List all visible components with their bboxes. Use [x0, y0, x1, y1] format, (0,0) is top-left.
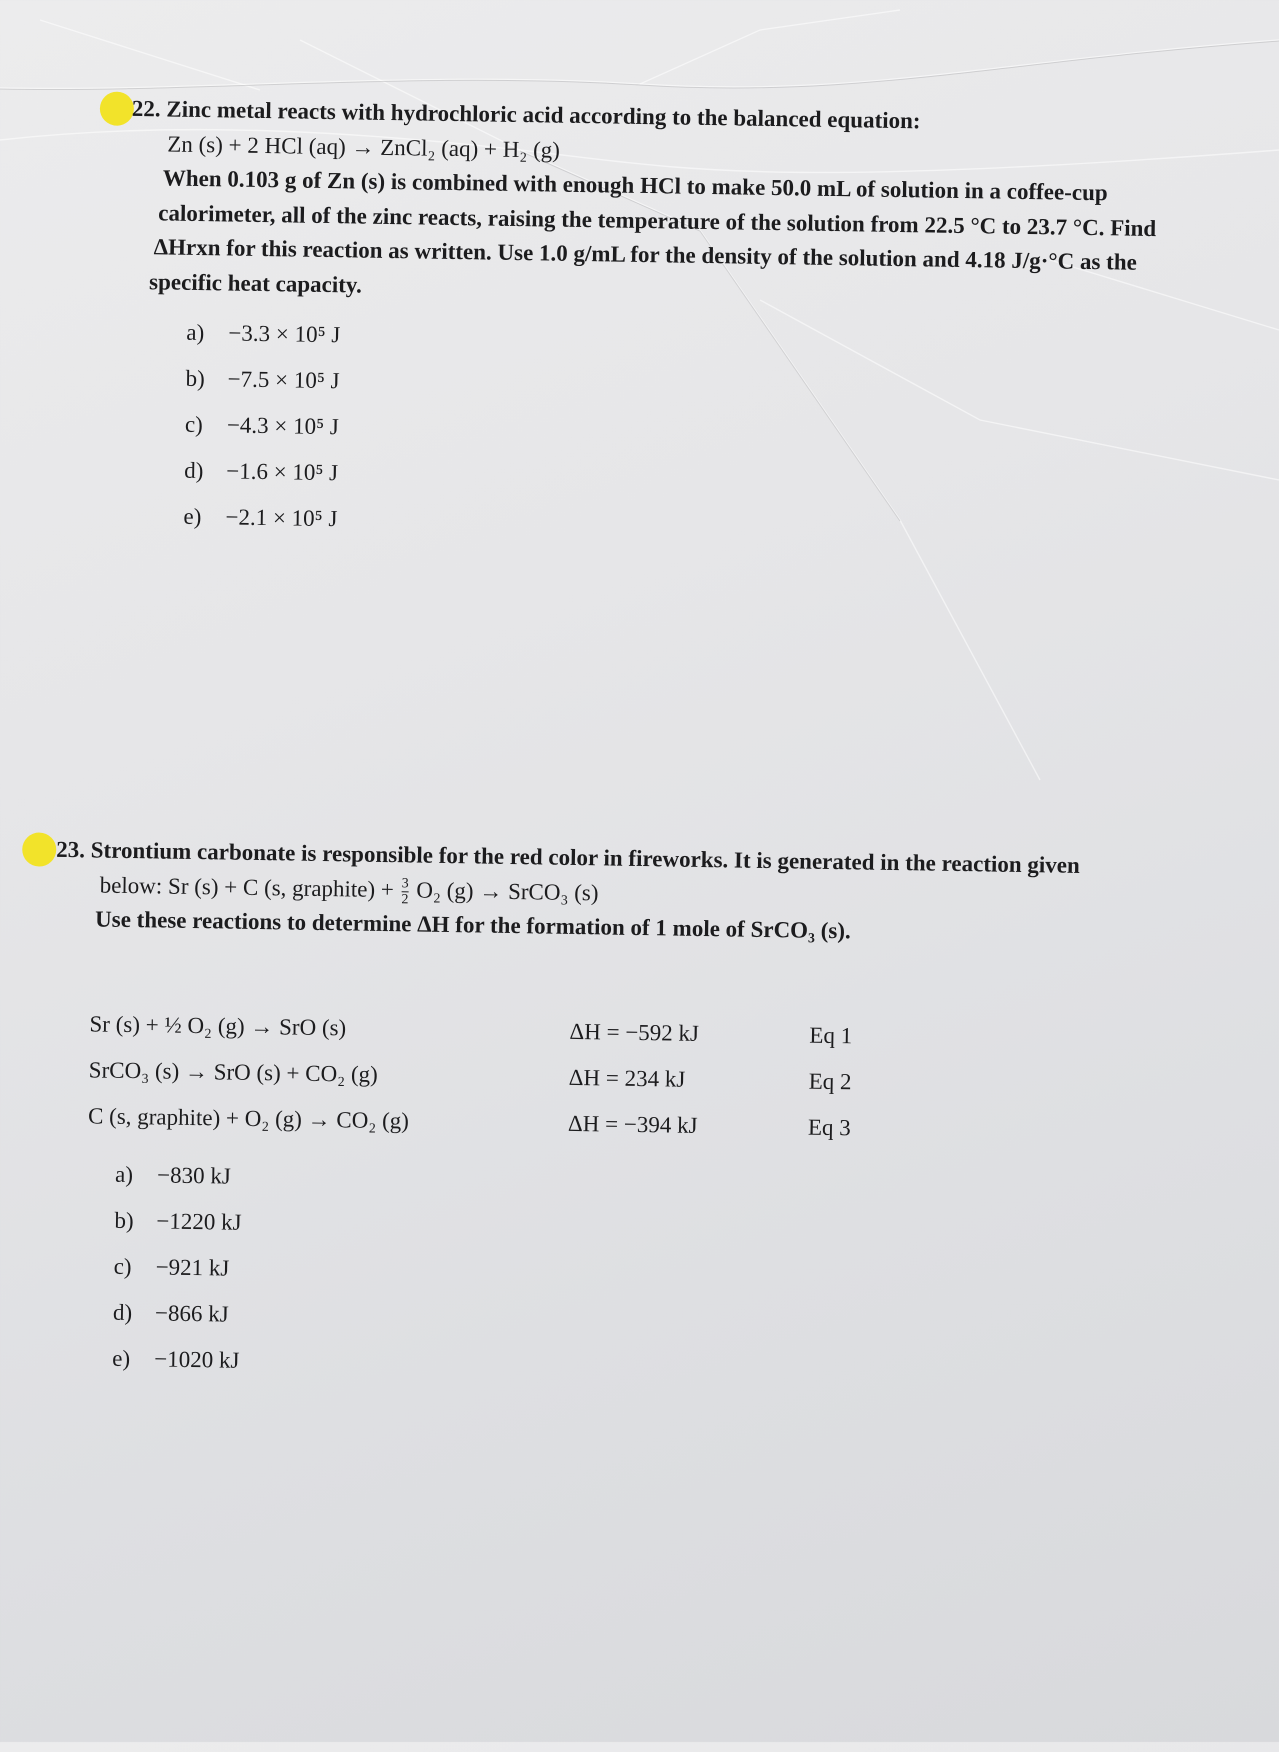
answer-options-q22	[125, 309, 1228, 556]
answer-option-a[interactable]: a) −3.3 × 10⁵ J	[186, 319, 341, 348]
question-stem-text: Zinc metal reacts with hydrochloric acid according to the balanced equation:	[166, 96, 921, 134]
answer-option-a[interactable]: a) −830 kJ	[114, 1161, 232, 1189]
answer-option-c[interactable]: c) −4.3 × 10⁵ J	[184, 411, 340, 440]
equation-row-1: Sr (s) + ½ O₂ (g) → SrO (s) ΔH = −592 kJ Eq 1	[89, 1011, 853, 1049]
question-number: 22.	[131, 95, 161, 122]
question-stem-text: Strontium carbonate is responsible for the red color in fireworks. It is generated in the reaction given	[90, 837, 1080, 878]
balanced-equation: Zn (s) + 2 HCl (aq) → ZnCl₂ (aq) + H₂ (g)	[167, 130, 561, 163]
question-body-line: When 0.103 g of Zn (s) is combined with enough HCl to make 50.0 mL of solution in a coffee-cup	[162, 165, 1108, 206]
question-instruction: Use these reactions to determine ΔH for the formation of 1 mole of SrCO₃ (s).	[94, 906, 851, 944]
fraction-three-halves: $\frac{3}{2}$	[401, 875, 409, 908]
question-body-line: calorimeter, all of the zinc reacts, raising the temperature of the solution from 22.5 °C to 23.7 °C. Find	[158, 199, 1157, 241]
answer-option-c[interactable]: c) −921 kJ	[113, 1253, 230, 1281]
answer-option-b[interactable]: b) −1220 kJ	[114, 1207, 242, 1235]
highlight-mark-q22	[100, 91, 135, 126]
answer-option-d[interactable]: d) −866 kJ	[112, 1299, 229, 1327]
target-reaction: below: Sr (s) + C (s, graphite) + $\frac{3}{2}$ O₂ (g) → SrCO₃ (s)	[99, 872, 599, 908]
equation-row-2: SrCO₃ (s) → SrO (s) + CO₂ (g) ΔH = 234 kJ Eq 2	[88, 1057, 852, 1095]
question-number: 23.	[56, 836, 86, 863]
given-equations-table	[88, 1001, 950, 1152]
answer-option-e[interactable]: e) −2.1 × 10⁵ J	[183, 503, 338, 532]
answer-option-e[interactable]: e) −1020 kJ	[112, 1345, 240, 1373]
answer-options-q23	[112, 1152, 243, 1384]
answer-option-d[interactable]: d) −1.6 × 10⁵ J	[184, 457, 339, 486]
question-23	[55, 833, 1216, 955]
answer-option-b[interactable]: b) −7.5 × 10⁵ J	[185, 365, 340, 394]
highlight-mark-q23	[22, 832, 57, 867]
equation-row-3: C (s, graphite) + O₂ (g) → CO₂ (g) ΔH = −394 kJ Eq 3	[87, 1103, 851, 1141]
question-body-line: specific heat capacity.	[148, 268, 363, 298]
question-body-line: ΔHrxn for this reaction as written. Use 1.0 g/mL for the density of the solution and 4.18 J/g·°C as the	[153, 234, 1138, 275]
question-22	[125, 92, 1232, 556]
